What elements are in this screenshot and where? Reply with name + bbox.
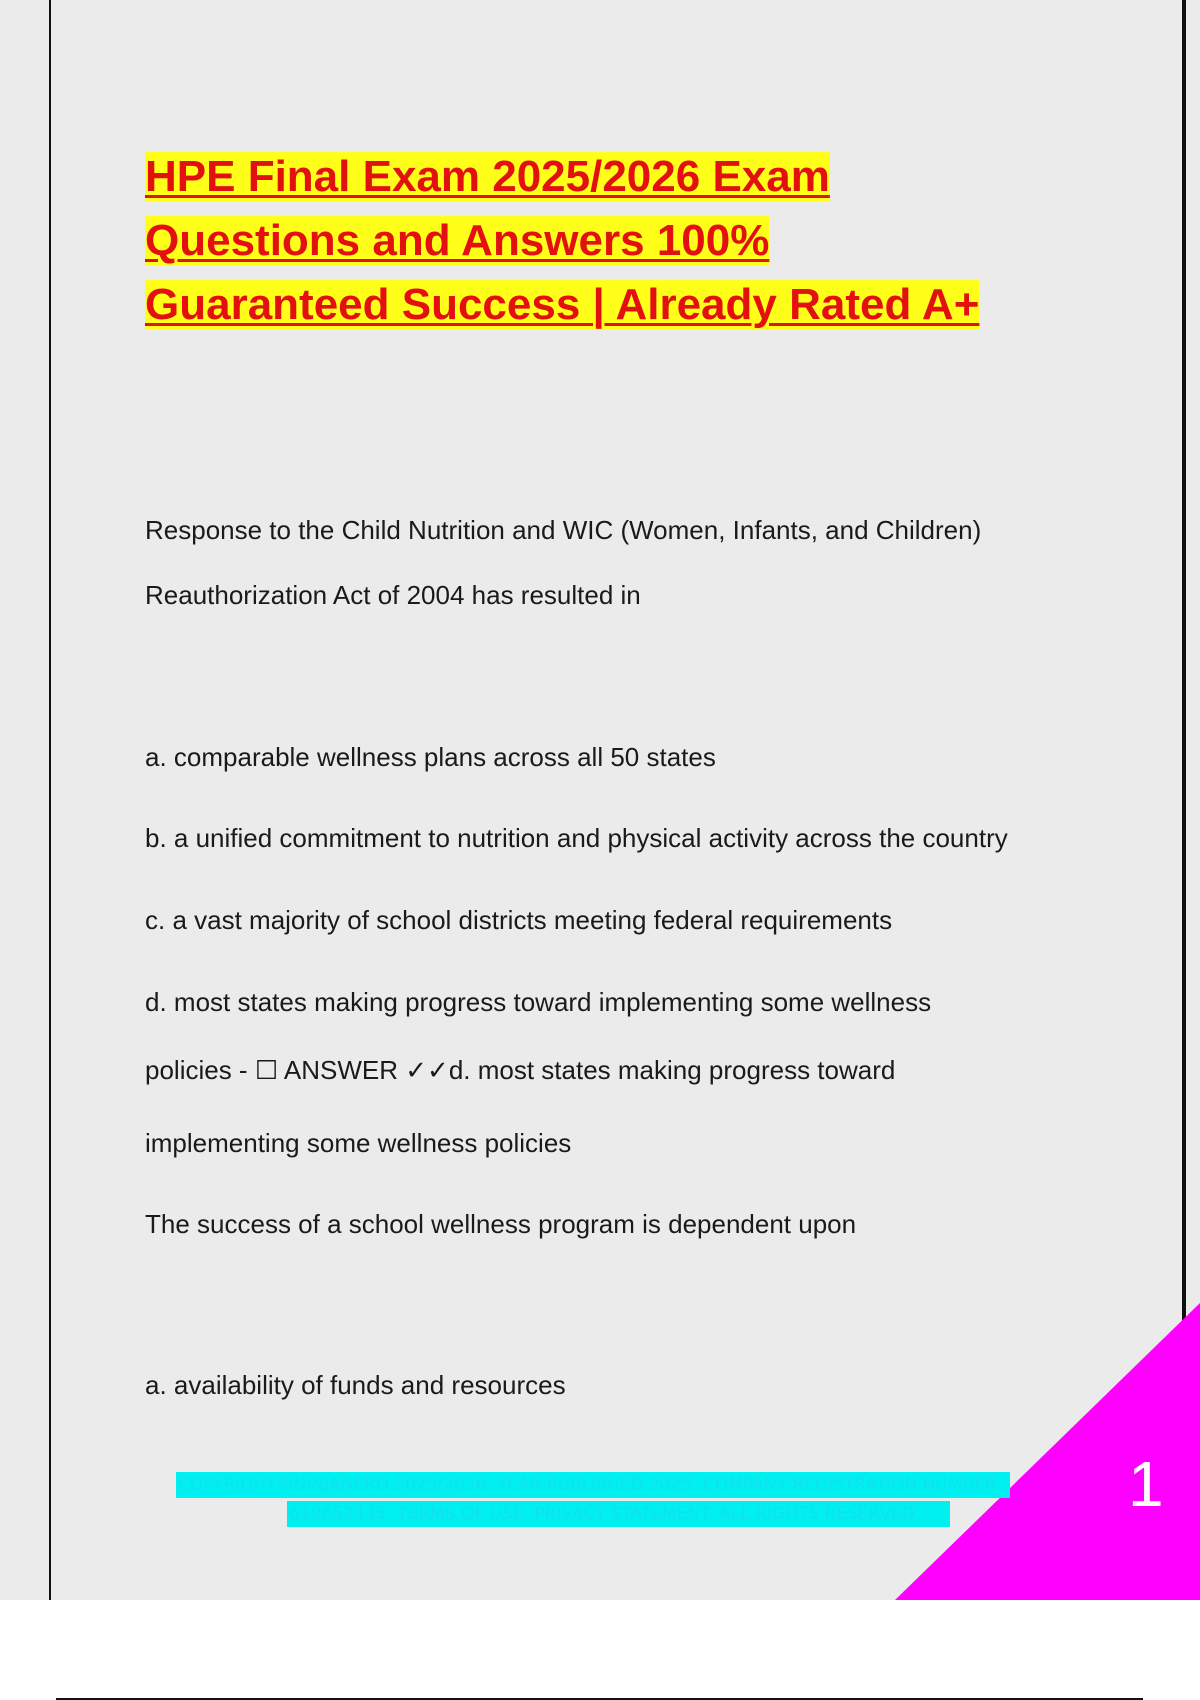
question-stem-line: The success of a school wellness program is dependent upon bbox=[145, 1209, 857, 1239]
title-line: Guaranteed Success | Already Rated A+ bbox=[145, 280, 980, 329]
answer-key-line: policies - ☐ ANSWER ✓✓d. most states making progress toward bbox=[145, 1055, 896, 1085]
copyright-footer-line: 619652435. TERMS OF USE. PRIVACY STATEMENT. ALL RIGHTS RESERVED bbox=[287, 1501, 950, 1527]
answer-option: d. most states making progress toward implementing some wellness bbox=[145, 987, 932, 1017]
title-line: Questions and Answers 100% bbox=[145, 216, 770, 265]
question-stem-line: Reauthorization Act of 2004 has resulted in bbox=[145, 580, 641, 610]
answer-option: c. a vast majority of school districts meeting federal requirements bbox=[145, 905, 893, 935]
copyright-footer-line: COPYRIGHT©NINJANERD 2025/2026. YEAR PUBLISHED 2025. COMPANY REGISTRATION NUMBER bbox=[176, 1472, 1010, 1498]
question-stem-line: Response to the Child Nutrition and WIC (Women, Infants, and Children) bbox=[145, 515, 982, 545]
page-number: 1 bbox=[1128, 1448, 1164, 1520]
answer-option: a. availability of funds and resources bbox=[145, 1370, 566, 1400]
title-line: HPE Final Exam 2025/2026 Exam bbox=[145, 152, 830, 201]
answer-key-line: implementing some wellness policies bbox=[145, 1128, 572, 1158]
answer-option: b. a unified commitment to nutrition and physical activity across the country bbox=[145, 823, 1008, 853]
answer-option: a. comparable wellness plans across all 50 states bbox=[145, 742, 716, 772]
